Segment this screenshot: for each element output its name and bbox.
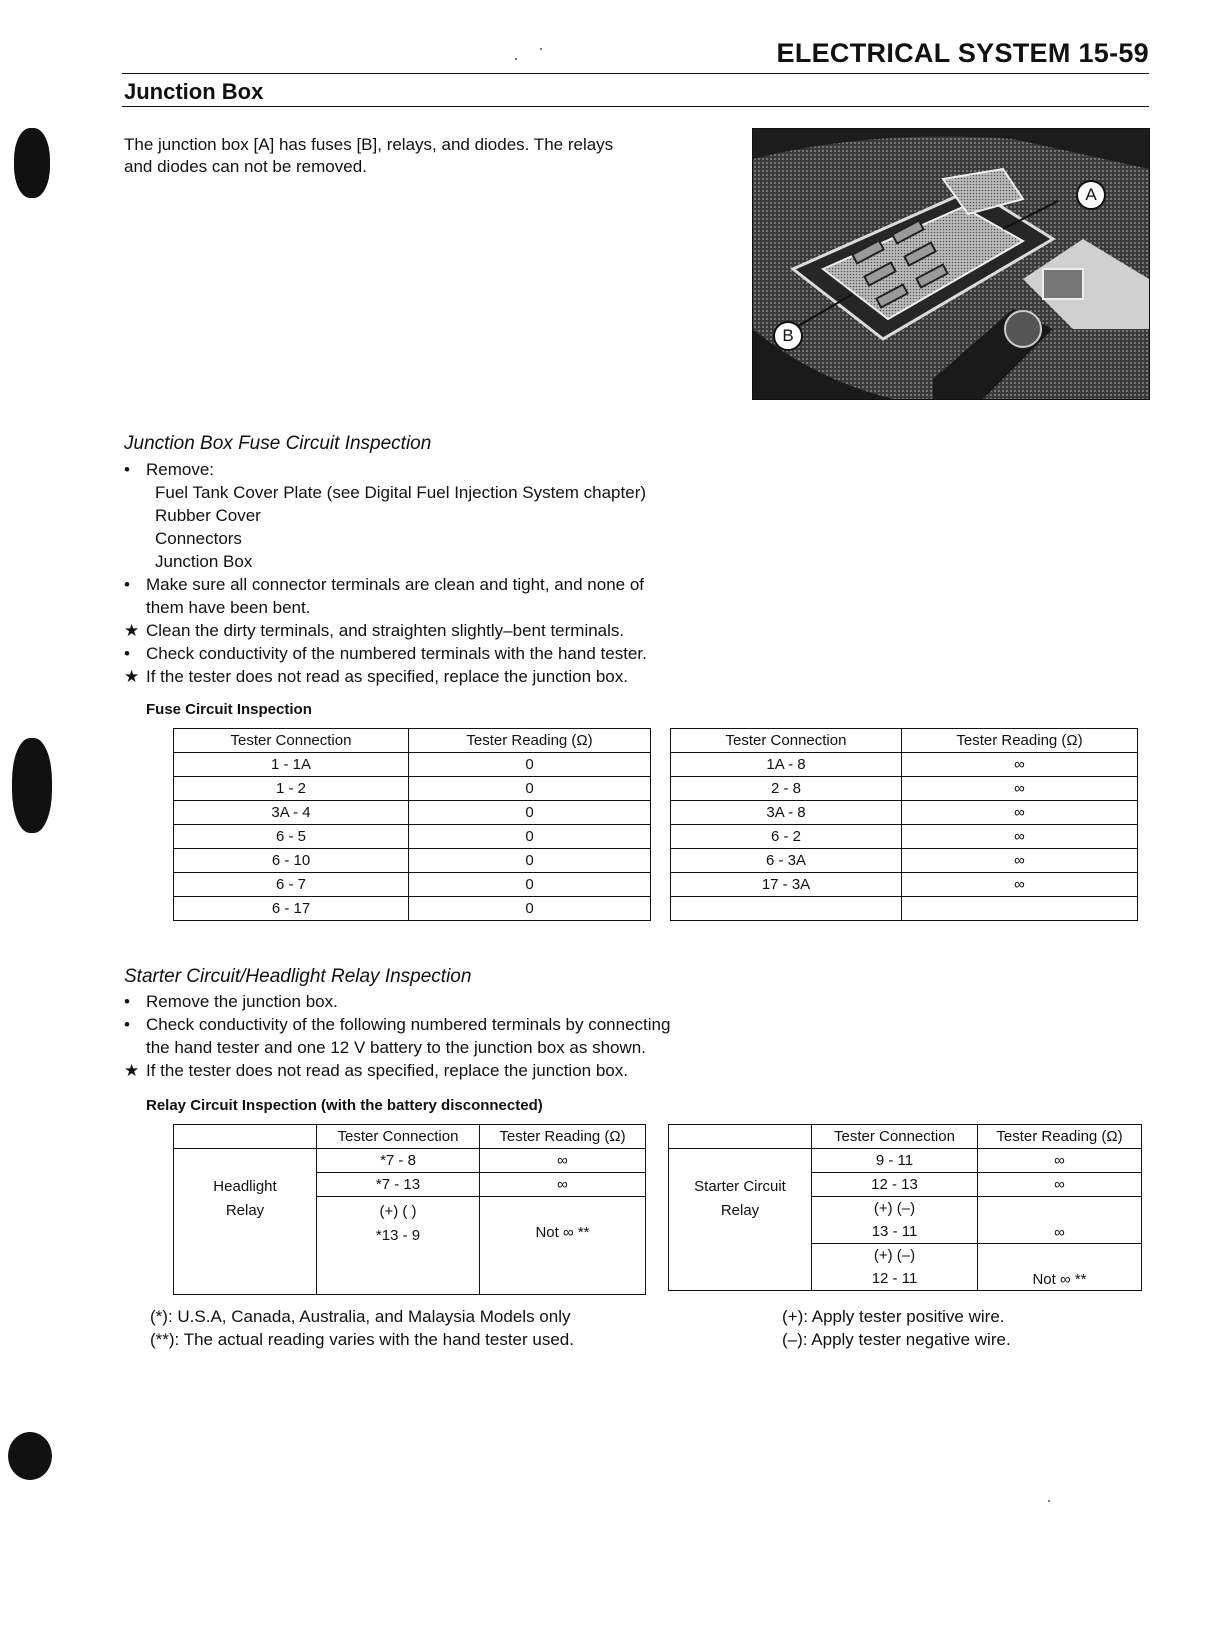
step-text: Check conductivity of the following numbered terminals by connecting: [146, 1015, 671, 1034]
bullet-glyph: •: [124, 575, 130, 594]
reading-cell: 0: [409, 777, 651, 801]
connection-cell: 3A - 8: [671, 801, 902, 825]
connection-cell: 9 - 11: [812, 1149, 978, 1173]
header-empty-cell: [669, 1125, 812, 1149]
table-header-row: [174, 729, 651, 753]
junction-box-photo: [752, 128, 1150, 400]
connection-cell: 6 - 7: [174, 873, 409, 897]
reading-cell: ∞: [480, 1149, 646, 1173]
bullet-glyph: •: [124, 644, 130, 663]
reading-cell: ∞: [902, 801, 1138, 825]
binder-hole-mark-top: [14, 128, 50, 198]
connection-cell: 6 - 10: [174, 849, 409, 873]
table-row: [671, 873, 1138, 897]
relay-label: Starter Circuit: [694, 1178, 786, 1195]
connection-cell: 12 - 13: [812, 1173, 978, 1197]
intro-paragraph: [124, 134, 724, 178]
connection-cell: 6 - 3A: [671, 849, 902, 873]
relay-label-cell: [174, 1149, 317, 1295]
table-header-row: [671, 729, 1138, 753]
callout-b-marker: B: [773, 321, 803, 351]
connection-cell: 1A - 8: [671, 753, 902, 777]
remove-item: Fuel Tank Cover Plate (see Digital Fuel Injection System chapter): [155, 483, 647, 502]
table-row: [174, 873, 651, 897]
bullet-glyph: •: [124, 460, 130, 479]
connection-cell: *7 - 13: [317, 1173, 480, 1197]
header-connection: Tester Connection: [671, 729, 902, 753]
remove-item: Junction Box: [155, 552, 253, 571]
connection-cell: 6 - 5: [174, 825, 409, 849]
reading-cell: ∞: [902, 753, 1138, 777]
star-glyph: ★: [124, 621, 140, 640]
connection-cell: *7 - 8: [317, 1149, 480, 1173]
reading-cell: [902, 897, 1138, 921]
connection-cell: 1 - 1A: [174, 753, 409, 777]
reading-cell: ∞: [902, 873, 1138, 897]
reading-cell: 0: [409, 753, 651, 777]
footnote-negative: (–): Apply tester negative wire.: [782, 1330, 1011, 1349]
scan-speck: [515, 58, 517, 60]
table-row: [174, 777, 651, 801]
step-text: Check conductivity of the numbered terminals with the hand tester.: [146, 644, 647, 663]
star-glyph: ★: [124, 1061, 140, 1080]
connection-cell: 3A - 4: [174, 801, 409, 825]
relay-table-caption: Relay Circuit Inspection (with the battery disconnected): [146, 1097, 543, 1114]
reading-cell: Not ∞ **: [480, 1197, 646, 1295]
connection-cell: 1 - 2: [174, 777, 409, 801]
scan-speck: [540, 48, 542, 50]
table-row: [174, 849, 651, 873]
header-connection: Tester Connection: [317, 1125, 480, 1149]
table-row: [669, 1149, 1142, 1173]
remove-label: Remove:: [146, 460, 215, 479]
table-row: [174, 897, 651, 921]
step-text: them have been bent.: [146, 598, 311, 617]
reading-cell: 0: [409, 801, 651, 825]
binder-hole-mark-middle: [12, 738, 52, 833]
bullet-glyph: •: [124, 992, 130, 1011]
fuse-section-steps: [124, 458, 647, 688]
connection-cell: [812, 1197, 978, 1244]
table-row: [671, 753, 1138, 777]
header-connection: Tester Connection: [174, 729, 409, 753]
star-text: Clean the dirty terminals, and straighten slightly–bent terminals.: [146, 621, 625, 640]
table-row: [174, 801, 651, 825]
reading-cell: 0: [409, 897, 651, 921]
connection-value: *13 - 9: [375, 1227, 421, 1244]
table-row: [671, 777, 1138, 801]
reading-cell: ∞: [978, 1173, 1142, 1197]
junction-box-illustration: [753, 129, 1149, 399]
reading-cell: ∞: [978, 1197, 1142, 1244]
header-reading: Tester Reading (Ω): [978, 1125, 1142, 1149]
step-text: Make sure all connector terminals are clean and tight, and none of: [146, 575, 645, 594]
reading-cell: ∞: [978, 1149, 1142, 1173]
star-text: If the tester does not read as specified, replace the junction box.: [146, 667, 628, 686]
starter-relay-table: [668, 1124, 1142, 1291]
connection-cell: [317, 1197, 480, 1295]
header-connection: Tester Connection: [812, 1125, 978, 1149]
reading-cell: 0: [409, 849, 651, 873]
footnote-double-asterisk: (**): The actual reading varies with the hand tester used.: [150, 1330, 574, 1349]
fuse-section-title: Junction Box Fuse Circuit Inspection: [124, 433, 432, 454]
header-reading: Tester Reading (Ω): [480, 1125, 646, 1149]
polarity-label: (+) ( ): [379, 1203, 417, 1220]
intro-line: and diodes can not be removed.: [124, 157, 367, 176]
header-reading: Tester Reading (Ω): [902, 729, 1138, 753]
section-rule: [122, 106, 1149, 107]
step-text: the hand tester and one 12 V battery to the junction box as shown.: [146, 1038, 646, 1057]
binder-hole-mark-bottom: [8, 1432, 52, 1480]
reading-cell: ∞: [480, 1173, 646, 1197]
fuse-table-left: [173, 728, 651, 921]
headlight-relay-table: [173, 1124, 646, 1295]
table-row: [671, 801, 1138, 825]
reading-cell: ∞: [902, 777, 1138, 801]
footnote-asterisk: (*): U.S.A, Canada, Australia, and Malaysia Models only: [150, 1307, 571, 1326]
star-text: If the tester does not read as specified, replace the junction box.: [146, 1061, 628, 1080]
bullet-glyph: •: [124, 1015, 130, 1034]
table-header-row: [669, 1125, 1142, 1149]
intro-line: The junction box [A] has fuses [B], relays, and diodes. The relays: [124, 135, 614, 154]
table-row: [174, 1149, 646, 1173]
reading-cell: ∞: [902, 825, 1138, 849]
table-row: [671, 897, 1138, 921]
connection-cell: 2 - 8: [671, 777, 902, 801]
relay-label-cell: [669, 1149, 812, 1291]
footnotes-left: [150, 1305, 574, 1351]
relay-label: Headlight: [213, 1178, 277, 1195]
relay-label: Relay: [225, 1202, 265, 1219]
reading-cell: ∞: [902, 849, 1138, 873]
connection-value: 13 - 11: [871, 1223, 918, 1240]
connection-value: 12 - 11: [871, 1270, 918, 1287]
remove-item: Rubber Cover: [155, 506, 261, 525]
table-row: [671, 849, 1138, 873]
step-text: Remove the junction box.: [146, 992, 338, 1011]
header-empty-cell: [174, 1125, 317, 1149]
relay-section-title: Starter Circuit/Headlight Relay Inspection: [124, 966, 472, 987]
fuse-table-caption: Fuse Circuit Inspection: [146, 701, 312, 718]
reading-cell: 0: [409, 825, 651, 849]
reading-cell: 0: [409, 873, 651, 897]
header-reading: Tester Reading (Ω): [409, 729, 651, 753]
table-header-row: [174, 1125, 646, 1149]
reading-cell: Not ∞ **: [978, 1244, 1142, 1291]
footnote-positive: (+): Apply tester positive wire.: [782, 1307, 1005, 1326]
connection-cell: 17 - 3A: [671, 873, 902, 897]
remove-item: Connectors: [155, 529, 242, 548]
table-row: [174, 825, 651, 849]
relay-section-steps: [124, 990, 670, 1082]
table-row: [174, 753, 651, 777]
callout-a-marker: A: [1076, 180, 1106, 210]
section-title: Junction Box: [124, 79, 264, 104]
header-rule: [122, 73, 1149, 74]
scan-speck: [1048, 1500, 1050, 1502]
footnotes-right: [782, 1305, 1011, 1351]
polarity-label: (+) (–): [873, 1247, 916, 1264]
table-row: [671, 825, 1138, 849]
connection-cell: [812, 1244, 978, 1291]
connection-cell: [671, 897, 902, 921]
connection-cell: 6 - 2: [671, 825, 902, 849]
page-header-title: ELECTRICAL SYSTEM 15-59: [776, 38, 1149, 68]
fuse-table-right: [670, 728, 1138, 921]
relay-label: Relay: [720, 1202, 760, 1219]
star-glyph: ★: [124, 667, 140, 686]
polarity-label: (+) (–): [873, 1200, 916, 1217]
connection-cell: 6 - 17: [174, 897, 409, 921]
